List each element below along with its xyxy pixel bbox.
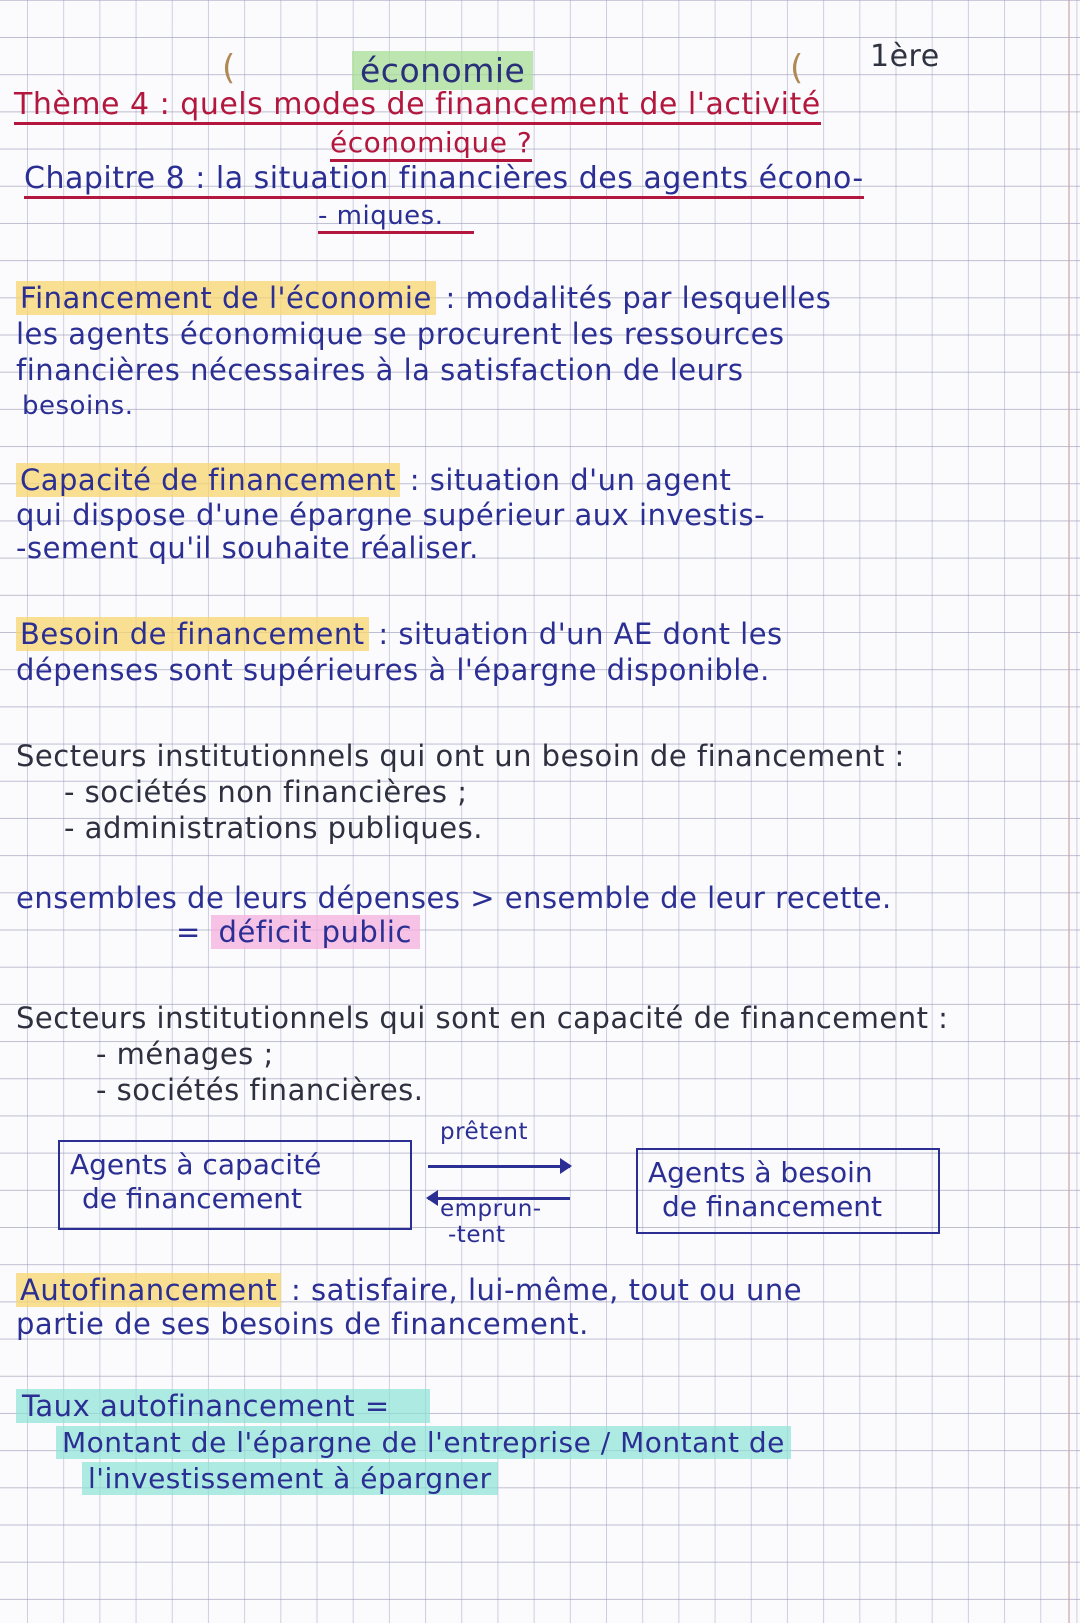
definition-text: : modalités par lesquelles (435, 281, 832, 315)
definition-capacite-line-3: -sement qu'il souhaite réaliser. (16, 531, 479, 565)
subject-title (352, 52, 533, 89)
definition-besoin-line-2: dépenses sont supérieures à l'épargne disponible. (16, 653, 770, 687)
arrow-label-line: emprun- (440, 1196, 542, 1222)
decorative-paren: ( (222, 48, 236, 88)
definition-financement-line-4: besoins. (22, 391, 134, 421)
definition-financement (16, 280, 831, 317)
definition-financement-line-3: financières nécessaires à la satisfaction de leurs (16, 353, 744, 387)
definition-besoin (16, 616, 783, 653)
equals-sign: = (176, 915, 201, 949)
box-label: de financement (662, 1190, 883, 1223)
taux-formula-line (82, 1460, 498, 1497)
taux-formula-line (56, 1424, 791, 1461)
taux-formula: Montant de l'épargne de l'entreprise / Montant de (56, 1426, 791, 1459)
chapter-title-cont (318, 198, 474, 235)
definition-text: : situation d'un agent (400, 463, 732, 497)
definition-text: : situation d'un AE dont les (368, 617, 783, 651)
definition-capacite-line-2: qui dispose d'une épargne supérieur aux investis- (16, 498, 766, 532)
level-label: 1ère (870, 39, 940, 74)
term-financement: Financement de l'économie (16, 281, 436, 315)
definition-text: : satisfaire, lui-même, tout ou une (281, 1273, 803, 1307)
definition-financement-line-2: les agents économique se procurent les ressources (16, 317, 785, 351)
besoin-sectors-heading: Secteurs institutionnels qui ont un besoin de financement : (16, 739, 905, 773)
term-autofinancement: Autofinancement (16, 1273, 281, 1307)
term-deficit-public: déficit public (211, 915, 420, 949)
taux-heading (16, 1388, 430, 1425)
term-taux-autofinancement: Taux autofinancement = (16, 1389, 430, 1423)
box-agents-capacite (58, 1140, 412, 1230)
theme-line-2: économique ? (330, 126, 532, 162)
arrow-right-icon (428, 1165, 570, 1168)
arrow-label-line: -tent (448, 1222, 506, 1248)
arrow-label-empruntent (440, 1196, 542, 1248)
box-label: Agents à capacité (70, 1148, 322, 1181)
box-agents-besoin (636, 1148, 940, 1234)
besoin-sector-item: - sociétés non financières ; (64, 775, 468, 809)
theme-title (14, 86, 821, 123)
definition-autofinancement-line-2: partie de ses besoins de financement. (16, 1307, 589, 1341)
decorative-paren: ( (790, 48, 804, 88)
theme-line-1: Thème 4 : quels modes de financement de l'activité (14, 87, 821, 125)
deficit-result (176, 914, 420, 951)
chapter-line-2: - miques. (318, 201, 474, 234)
term-besoin: Besoin de financement (16, 617, 369, 651)
box-label: de financement (82, 1182, 303, 1215)
arrow-label-pretent: prêtent (440, 1119, 528, 1145)
capacite-sector-item: - ménages ; (96, 1037, 274, 1071)
deficit-line: ensembles de leurs dépenses > ensemble de leur recette. (16, 881, 892, 915)
chapter-title (24, 160, 864, 197)
capacite-sector-item: - sociétés financières. (96, 1073, 424, 1107)
definition-capacite (16, 462, 731, 499)
definition-autofinancement (16, 1272, 802, 1309)
term-capacite: Capacité de financement (16, 463, 400, 497)
theme-title-cont (330, 124, 532, 161)
taux-formula: l'investissement à épargner (82, 1462, 498, 1495)
chapter-line-1: Chapitre 8 : la situation financières des agents écono- (24, 161, 864, 199)
capacite-sectors-heading: Secteurs institutionnels qui sont en capacité de financement : (16, 1001, 949, 1035)
besoin-sector-item: - administrations publiques. (64, 811, 483, 845)
subject-label: économie (352, 51, 533, 90)
box-label: Agents à besoin (648, 1156, 873, 1189)
